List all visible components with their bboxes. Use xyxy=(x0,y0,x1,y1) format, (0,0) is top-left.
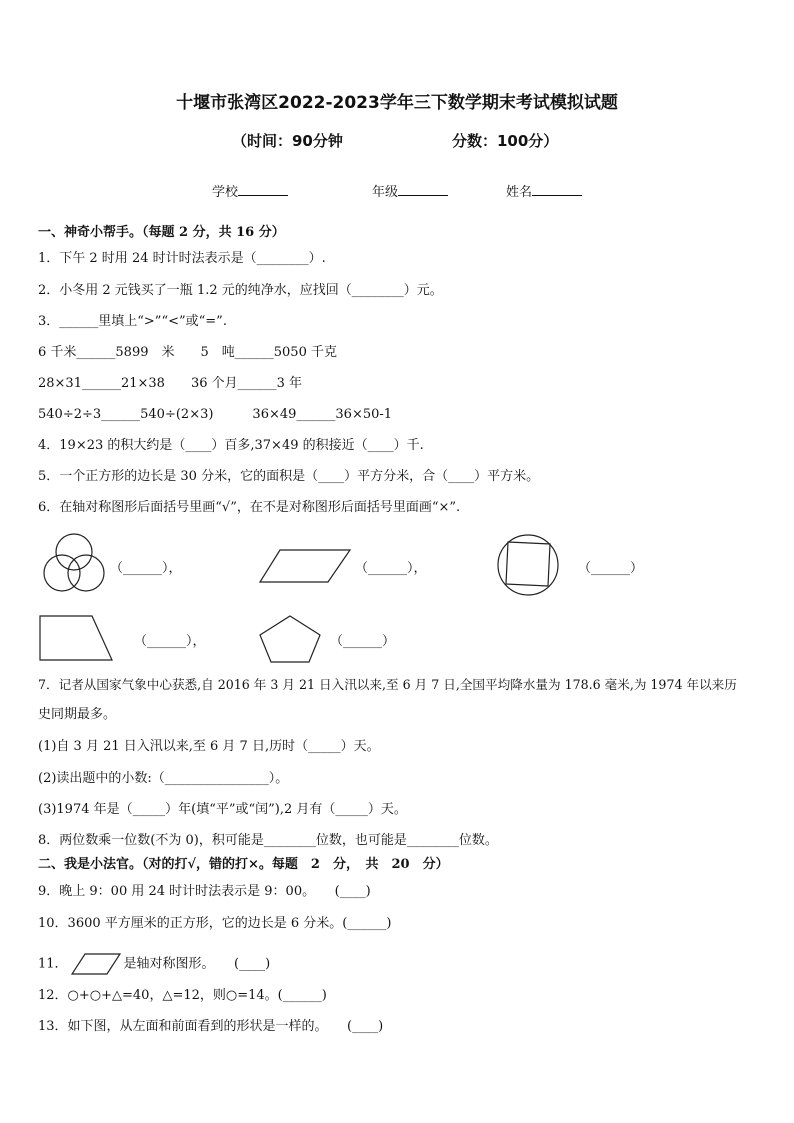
q6-answer-5[interactable]: （______） xyxy=(330,634,396,649)
q6-answer-2[interactable]: （______）， xyxy=(355,561,427,576)
grade-field[interactable] xyxy=(372,181,448,200)
school-blank[interactable] xyxy=(238,183,288,196)
question-10: 10．3600 平方厘米的正方形，它的边长是 6 分米。(______) xyxy=(38,916,392,931)
question-7a: (1)自 3 月 21 日入汛以来,至 6 月 7 日,历时（_____）天。 xyxy=(38,739,380,754)
trapezoid-figure xyxy=(38,614,114,662)
question-7-line1: 7．记者从国家气象中心获悉,自 2016 年 3 月 21 日入汛以来,至 6 月 7 日,全国平均降水量为 178.6 毫米,为 1974 年以来历 xyxy=(38,677,737,692)
circle-square-figure xyxy=(496,533,560,597)
pentagon-figure xyxy=(258,614,322,664)
question-9: 9．晚上 9：00 用 24 时计时法表示是 9：00。 (____) xyxy=(38,884,371,899)
question-4: 4．19×23 的积大约是（____）百多,37×49 的积接近（____）千. xyxy=(38,438,424,453)
name-blank[interactable] xyxy=(532,183,582,196)
exam-title: 十堰市张湾区2022-2023学年三下数学期末考试模拟试题 xyxy=(176,93,618,113)
parallelogram-figure xyxy=(258,548,352,584)
section1-heading: 一、神奇小帮手。（每题 2 分，共 16 分） xyxy=(38,225,285,240)
question-3: 3．______里填上“>”“<”或“=”. xyxy=(38,314,227,329)
q6-answer-4[interactable]: （______）， xyxy=(134,634,206,649)
school-label: 学校 xyxy=(212,185,239,200)
question-13: 13．如下图，从左面和前面看到的形状是一样的。 (____) xyxy=(38,1019,384,1034)
exam-time: （时间：90分钟 xyxy=(232,132,343,150)
question-12: 12．○+○+△=40，△=12，则○=14。(______) xyxy=(38,988,327,1003)
question-11-suffix: 是轴对称图形。 (____) xyxy=(123,956,271,972)
question-8: 8．两位数乘一位数(不为 0)，积可能是________位数，也可能是________位数。 xyxy=(38,833,498,848)
question-3b: 28×31______21×38 36 个月______3 年 xyxy=(38,376,303,391)
exam-score: 分数：100分） xyxy=(452,132,559,150)
question-7b: (2)读出题中的小数:（________________）。 xyxy=(38,771,289,786)
question-3a: 6 千米______5899 米 5 吨______5050 千克 xyxy=(38,345,337,360)
small-parallelogram-figure xyxy=(71,953,121,975)
grade-blank[interactable] xyxy=(398,183,448,196)
question-6: 6．在轴对称图形后面括号里画“√”，在不是对称图形后面括号里面画“×”. xyxy=(38,500,461,515)
school-field[interactable] xyxy=(212,181,288,200)
question-7-line2: 史同期最多。 xyxy=(38,707,117,722)
question-2: 2．小冬用 2 元钱买了一瓶 1.2 元的纯净水，应找回（________）元。 xyxy=(38,283,443,298)
three-circles-figure xyxy=(40,530,108,596)
question-11 xyxy=(38,953,270,975)
name-label: 姓名 xyxy=(506,185,533,200)
q6-answer-3[interactable]: （______） xyxy=(578,561,644,576)
q6-answer-1[interactable]: （______）， xyxy=(110,561,182,576)
name-field[interactable] xyxy=(506,181,582,200)
section2-heading: 二、我是小法官。（对的打√，错的打×。每题 2 分， 共 20 分） xyxy=(38,857,449,872)
question-1: 1．下午 2 时用 24 时计时法表示是（________）. xyxy=(38,251,326,266)
question-7c: (3)1974 年是（_____）年(填“平”或“闰”),2 月有（_____）天。 xyxy=(38,802,407,817)
question-5: 5．一个正方形的边长是 30 分米，它的面积是（____）平方分米，合（____）平方米。 xyxy=(38,469,540,484)
grade-label: 年级 xyxy=(372,185,399,200)
question-3c: 540÷2÷3______540÷(2×3) 36×49______36×50-1 xyxy=(38,407,393,422)
question-11-prefix: 11． xyxy=(38,956,68,972)
